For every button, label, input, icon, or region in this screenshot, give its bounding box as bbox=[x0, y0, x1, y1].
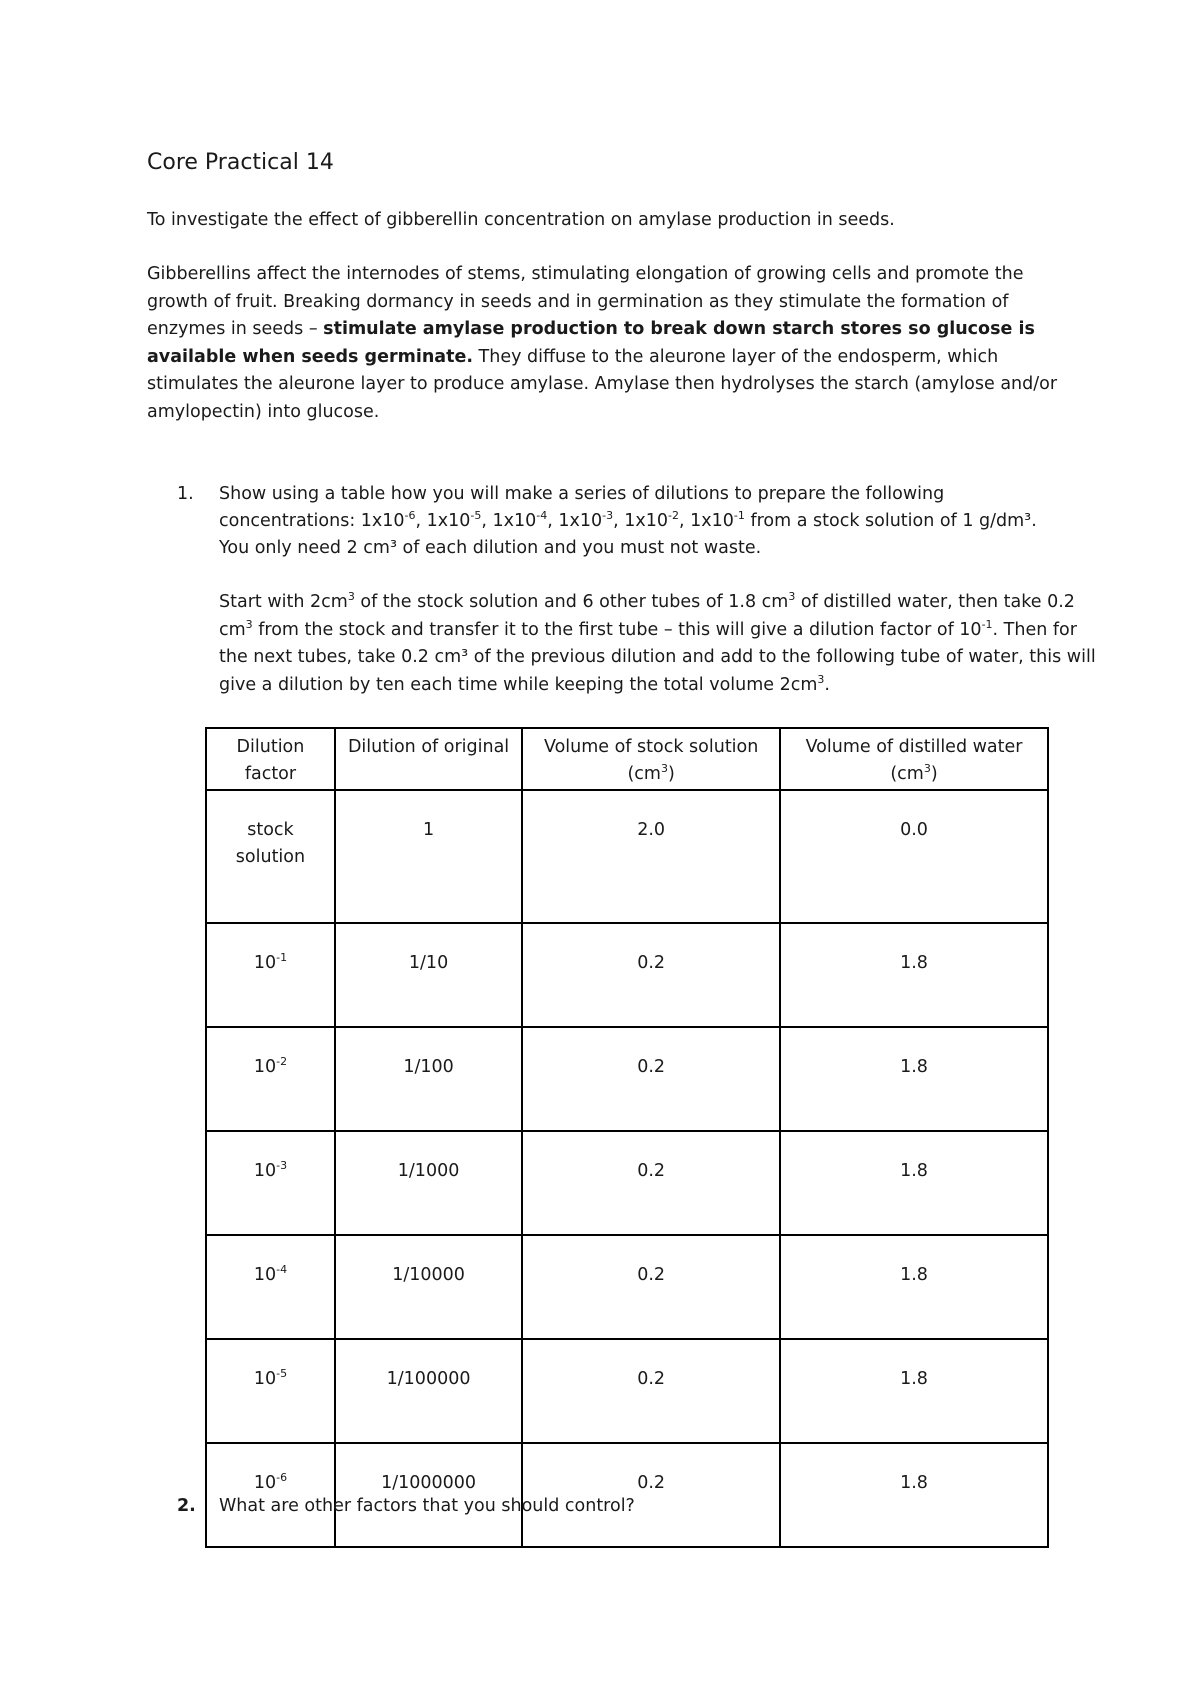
cell-factor bbox=[206, 923, 335, 1027]
header-sup: 3 bbox=[660, 762, 668, 776]
cell-dilution: 1/10 bbox=[335, 923, 522, 1027]
question-1-line-1: Show using a table how you will make a series of dilutions to prepare the following bbox=[219, 484, 945, 504]
cell-water-volume: 0.0 bbox=[780, 790, 1048, 923]
table-row bbox=[206, 1339, 1048, 1443]
cell-dilution: 1/100 bbox=[335, 1027, 522, 1131]
answer-text: of distilled water, then take 0.2 cm bbox=[219, 592, 1075, 640]
table-header-row bbox=[206, 728, 1048, 790]
cell-dilution: 1/100000 bbox=[335, 1339, 522, 1443]
cell-stock-volume: 0.2 bbox=[522, 1131, 780, 1235]
concentration-exponent: -1 bbox=[733, 509, 745, 523]
factor-base: 10 bbox=[253, 1473, 277, 1493]
paragraph-bold-text: stimulate amylase production to break down starch stores so glucose is available when seeds germinate. bbox=[147, 319, 1035, 367]
header-volume-stock bbox=[522, 728, 780, 790]
factor-exponent: -4 bbox=[276, 1263, 288, 1277]
concentration-base: 1x10 bbox=[492, 511, 537, 531]
cell-dilution: 1/10000 bbox=[335, 1235, 522, 1339]
paragraph-text-1: Gibberellins affect the internodes of stems, stimulating elongation of growing cells and promote the growth of fruit. Breaking dormancy in seeds and in germination as they stimulate the formation of enzymes in seeds – bbox=[147, 264, 1024, 339]
concentration-base: 1x10 bbox=[426, 511, 471, 531]
cell-water-volume: 1.8 bbox=[780, 1131, 1048, 1235]
cell-stock-volume: 2.0 bbox=[522, 790, 780, 923]
cell-dilution: 1/1000 bbox=[335, 1131, 522, 1235]
concentration-exponent: -5 bbox=[470, 509, 482, 523]
header-dilution-of-original: Dilution of original bbox=[335, 728, 522, 790]
answer-sup: 3 bbox=[347, 590, 355, 604]
question-1-number: 1. bbox=[177, 484, 194, 504]
factor-base: 10 bbox=[253, 1369, 277, 1389]
header-unit: (cm bbox=[890, 764, 924, 784]
concentration-exponent: -4 bbox=[536, 509, 548, 523]
question-1-line-3: You only need 2 cm³ of each dilution and you must not waste. bbox=[219, 538, 762, 558]
cell-stock-volume: 0.2 bbox=[522, 1027, 780, 1131]
answer-sup: 3 bbox=[788, 590, 796, 604]
aim-statement: To investigate the effect of gibberellin concentration on amylase production in seeds. bbox=[147, 210, 895, 230]
concentration-base: 1x10 bbox=[690, 511, 734, 531]
background-paragraph bbox=[147, 261, 1077, 426]
page-title: Core Practical 14 bbox=[147, 150, 334, 175]
factor-exponent: -5 bbox=[276, 1367, 288, 1381]
table-row bbox=[206, 1027, 1048, 1131]
cell-stock-volume: 0.2 bbox=[522, 923, 780, 1027]
cell-factor bbox=[206, 1339, 335, 1443]
cell-dilution: 1 bbox=[335, 790, 522, 923]
cell-factor: stock solution bbox=[206, 790, 335, 923]
answer-text: of the stock solution and 6 other tubes of 1.8 cm bbox=[354, 592, 789, 612]
table-row bbox=[206, 923, 1048, 1027]
cell-water-volume: 1.8 bbox=[780, 1339, 1048, 1443]
header-unit: (cm bbox=[627, 764, 661, 784]
cell-water-volume: 1.8 bbox=[780, 1027, 1048, 1131]
answer-sup: 3 bbox=[817, 672, 825, 686]
cell-water-volume: 1.8 bbox=[780, 1235, 1048, 1339]
factor-base: 10 bbox=[253, 1265, 277, 1285]
question-1-prefix: concentrations: bbox=[219, 511, 361, 531]
answer-sup: 3 bbox=[245, 617, 253, 631]
paragraph-text-2: They diffuse to the aleurone layer of the endosperm, which stimulates the aleurone layer to produce amylase. Amylase then hydrolyses the starch (amylose and/or amylopectin) into glucose. bbox=[147, 346, 1058, 422]
question-2-text: What are other factors that you should control? bbox=[219, 1496, 635, 1516]
concentration-base: 1x10 bbox=[558, 511, 603, 531]
answer-text: from the stock and transfer it to the first tube – this will give a dilution factor of 10 bbox=[252, 619, 982, 640]
cell-stock-volume: 0.2 bbox=[522, 1443, 780, 1547]
header-dilution-factor: Dilution factor bbox=[206, 728, 335, 790]
cell-factor bbox=[206, 1131, 335, 1235]
answer-text: . bbox=[824, 674, 830, 695]
answer-1-paragraph bbox=[219, 589, 1099, 699]
cell-factor bbox=[206, 1027, 335, 1131]
header-unit: ) bbox=[667, 764, 675, 784]
concentration-list: $1x10^{-6}$, $1x10^{-5}$, $1x10^{-4}$, $1x10^{-3}$, $1x10^{-2}$, $1x10^{-1}$ bbox=[360, 509, 745, 531]
factor-exponent: -1 bbox=[276, 951, 288, 965]
factor-base: 10 bbox=[253, 953, 277, 973]
factor-base: 10 bbox=[253, 1161, 277, 1181]
question-1-text bbox=[219, 481, 1089, 562]
header-sup: 3 bbox=[923, 762, 931, 776]
question-1-line-2 bbox=[219, 508, 1089, 535]
answer-text: . Then for the next tubes, take 0.2 cm³ of the previous dilution and add to the following tube of water, this will give a dilution by ten each time while keeping the total volume 2cm bbox=[219, 619, 1096, 695]
concentration-exponent: -3 bbox=[602, 509, 614, 523]
cell-factor bbox=[206, 1235, 335, 1339]
cell-dilution: 1/1000000 bbox=[335, 1443, 522, 1547]
header-volume-water bbox=[780, 728, 1048, 790]
factor-exponent: -3 bbox=[276, 1159, 288, 1173]
header-text: Volume of distilled water bbox=[805, 737, 1023, 757]
factor-base: 10 bbox=[253, 1057, 277, 1077]
concentration-base: 1x10 bbox=[624, 511, 669, 531]
factor-exponent: -2 bbox=[276, 1055, 288, 1069]
question-2-number: 2. bbox=[177, 1496, 196, 1516]
table-row bbox=[206, 1235, 1048, 1339]
answer-sup: -1 bbox=[981, 617, 993, 631]
concentration-exponent: -6 bbox=[404, 509, 416, 523]
header-text: Volume of stock solution bbox=[543, 737, 759, 757]
question-1-suffix: from a stock solution of 1 g/dm³. bbox=[744, 511, 1037, 531]
concentration-exponent: -2 bbox=[668, 509, 680, 523]
table-row bbox=[206, 1131, 1048, 1235]
answer-text: Start with 2cm bbox=[219, 592, 348, 612]
cell-stock-volume: 0.2 bbox=[522, 1235, 780, 1339]
factor-exponent: -6 bbox=[276, 1471, 288, 1485]
cell-water-volume: 1.8 bbox=[780, 1443, 1048, 1547]
concentration-base: 1x10 bbox=[360, 511, 405, 531]
cell-water-volume: 1.8 bbox=[780, 923, 1048, 1027]
table-row bbox=[206, 790, 1048, 923]
cell-stock-volume: 0.2 bbox=[522, 1339, 780, 1443]
header-unit: ) bbox=[930, 764, 938, 784]
dilution-table bbox=[205, 727, 1049, 1548]
